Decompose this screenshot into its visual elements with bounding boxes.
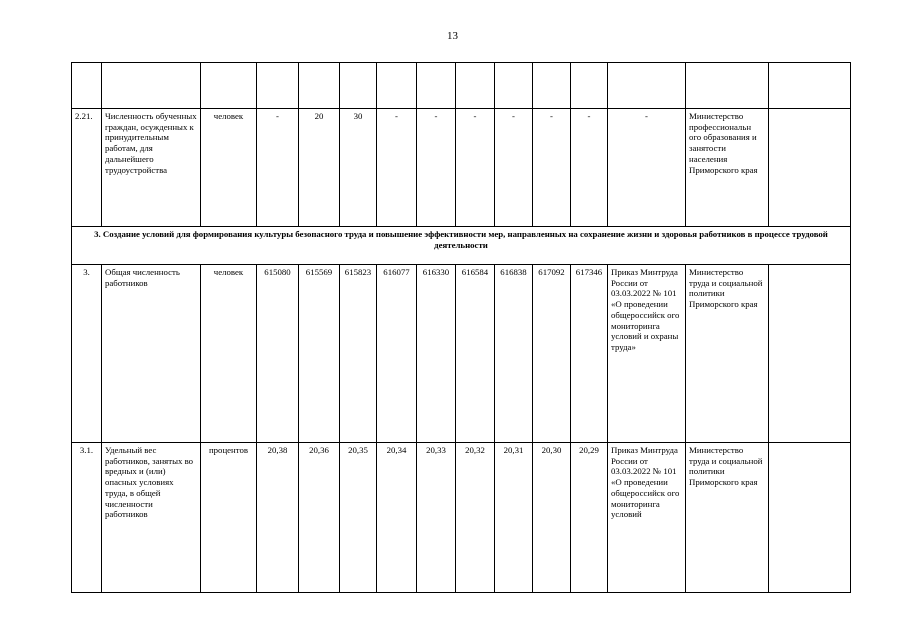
table-cell [417, 63, 456, 109]
responsible-executor: Министерство труда и социальной политики Приморского края [686, 443, 769, 593]
value-cell: 617346 [571, 265, 608, 443]
table-cell [377, 63, 417, 109]
unit: процентов [201, 443, 257, 593]
responsible-executor: Министерство профессиональн ого образования и занятости населения Приморского края [686, 109, 769, 227]
table-cell [533, 63, 571, 109]
value-cell: 20,30 [533, 443, 571, 593]
value-cell: 615823 [340, 265, 377, 443]
table-cell [769, 265, 851, 443]
table-row [72, 109, 851, 227]
section-title: 3. Создание условий для формирования культуры безопасного труда и повышение эффективности мер, направленных на сохранение жизни и здоровья работников в процессе трудовой деятельности [72, 227, 851, 265]
indicator-name: Общая численность работников [102, 265, 201, 443]
value-cell: 615569 [299, 265, 340, 443]
value-cell: 20,34 [377, 443, 417, 593]
value-cell: - [571, 109, 608, 227]
table-cell [201, 63, 257, 109]
unit: человек [201, 265, 257, 443]
value-cell: 20,36 [299, 443, 340, 593]
value-cell: - [495, 109, 533, 227]
continuation-row [72, 63, 851, 109]
table-cell [257, 63, 299, 109]
table-cell [72, 63, 102, 109]
value-cell: 616838 [495, 265, 533, 443]
page-number: 13 [447, 30, 458, 42]
table-cell [456, 63, 495, 109]
source-document: - [608, 109, 686, 227]
value-cell: 615080 [257, 265, 299, 443]
value-cell: 20,29 [571, 443, 608, 593]
value-cell: 20,33 [417, 443, 456, 593]
row-number: 3.1. [72, 443, 102, 593]
table-cell [571, 63, 608, 109]
table-cell [769, 109, 851, 227]
indicator-name: Численность обученных граждан, осужденных к принудительным работам, для дальнейшего трудоустройства [102, 109, 201, 227]
table-cell [340, 63, 377, 109]
unit: человек [201, 109, 257, 227]
value-cell: 616330 [417, 265, 456, 443]
value-cell: 617092 [533, 265, 571, 443]
value-cell: - [257, 109, 299, 227]
source-document: Приказ Минтруда России от 03.03.2022 № 101 «О проведении общероссийск ого мониторинга условий и охраны труда» [608, 265, 686, 443]
table-row [72, 265, 851, 443]
value-cell: 20 [299, 109, 340, 227]
value-cell: 30 [340, 109, 377, 227]
row-number: 2.21. [72, 109, 102, 227]
table-cell [495, 63, 533, 109]
value-cell: - [417, 109, 456, 227]
indicators-table [71, 62, 851, 593]
indicator-name: Удельный вес работников, занятых во вредных и (или) опасных условиях труда, в общей численности работников [102, 443, 201, 593]
table-cell [686, 63, 769, 109]
table-cell [102, 63, 201, 109]
source-document: Приказ Минтруда России от 03.03.2022 № 101 «О проведении общероссийск ого мониторинга условий [608, 443, 686, 593]
value-cell: - [456, 109, 495, 227]
value-cell: - [533, 109, 571, 227]
row-number: 3. [72, 265, 102, 443]
value-cell: 616584 [456, 265, 495, 443]
section-header-row [72, 227, 851, 265]
value-cell: 20,32 [456, 443, 495, 593]
value-cell: 20,38 [257, 443, 299, 593]
table-cell [299, 63, 340, 109]
table-cell [608, 63, 686, 109]
value-cell: 616077 [377, 265, 417, 443]
table-cell [769, 443, 851, 593]
responsible-executor: Министерство труда и социальной политики Приморского края [686, 265, 769, 443]
table-cell [769, 63, 851, 109]
table-row [72, 443, 851, 593]
value-cell: 20,35 [340, 443, 377, 593]
value-cell: 20,31 [495, 443, 533, 593]
value-cell: - [377, 109, 417, 227]
